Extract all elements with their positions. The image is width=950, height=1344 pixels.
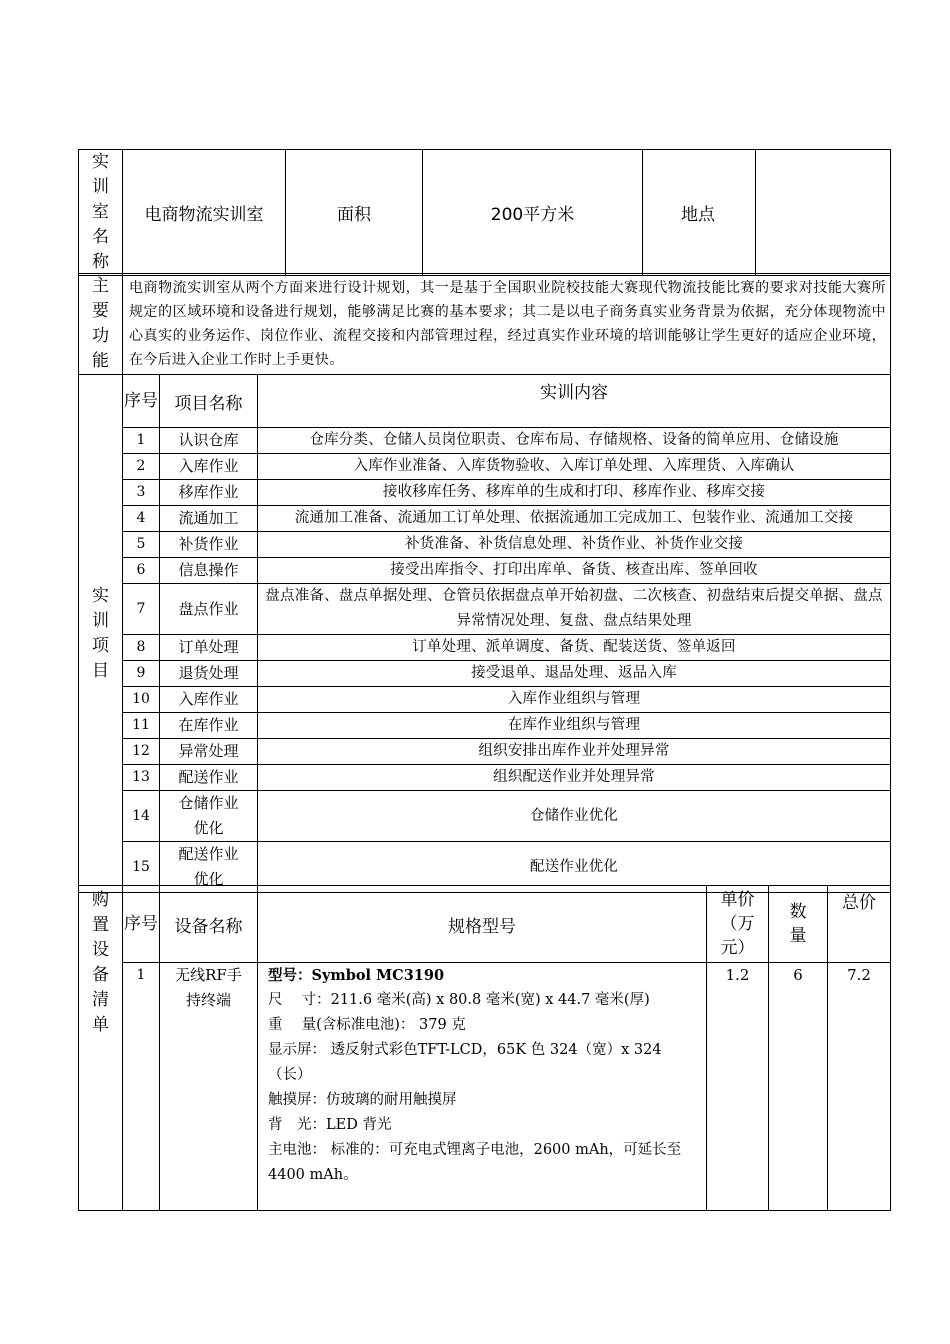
project-no: 8 — [123, 635, 160, 661]
function-table — [78, 273, 891, 375]
equipment-table — [78, 885, 891, 1211]
equipment-name: 无线RF手持终端 — [160, 963, 258, 1211]
eq-col-name-header: 设备名称 — [160, 886, 258, 963]
project-content: 接受退单、退品处理、返品入库 — [258, 661, 891, 687]
col-no-header: 序号 — [123, 375, 160, 428]
project-content: 在库作业组织与管理 — [258, 713, 891, 739]
spec-line: 主电池： 标准的：可充电式锂离子电池，2600 mAh，可延长至4400 mAh。 — [268, 1142, 682, 1183]
area-value: 200平方米 — [423, 150, 643, 276]
project-name: 补货作业 — [160, 532, 258, 558]
location-label: 地点 — [643, 150, 756, 276]
project-row — [79, 532, 891, 558]
equipment-label: 购置设备清单 — [79, 886, 123, 1211]
project-no: 11 — [123, 713, 160, 739]
project-name: 认识仓库 — [160, 428, 258, 454]
col-name-header: 项目名称 — [160, 375, 258, 428]
project-row — [79, 428, 891, 454]
project-row — [79, 713, 891, 739]
equipment-qty: 6 — [769, 963, 828, 1211]
equipment-spec — [258, 963, 707, 1211]
project-name: 配送作业 — [160, 765, 258, 791]
equipment-total: 7.2 — [828, 963, 891, 1211]
project-content: 入库作业组织与管理 — [258, 687, 891, 713]
project-content: 组织配送作业并处理异常 — [258, 765, 891, 791]
spec-line: 显示屏： 透反射式彩色TFT-LCD，65K 色 324（宽）x 324（长） — [268, 1042, 662, 1083]
project-name: 盘点作业 — [160, 584, 258, 635]
project-name: 入库作业 — [160, 454, 258, 480]
function-text: 电商物流实训室从两个方面来进行设计规划，其一是基于全国职业院校技能大赛现代物流技能比赛的要求对技能大赛所规定的区域环境和设备进行规划，能够满足比赛的基本要求；其二是以电子商务真实业务背景为依据，充分体现物流中心真实的业务运作、岗位作业、流程交接和内部管理过程，经过真实作业环境的培训能够让学生更好的适应企业环境，在今后进入企业工作时上手更快。 — [123, 274, 891, 375]
project-name: 退货处理 — [160, 661, 258, 687]
project-name: 在库作业 — [160, 713, 258, 739]
project-no: 9 — [123, 661, 160, 687]
projects-label: 实训项目 — [79, 375, 123, 893]
eq-col-spec-header: 规格型号 — [258, 886, 707, 963]
projects-table — [78, 374, 891, 893]
project-content: 入库作业准备、入库货物验收、入库订单处理、入库理货、入库确认 — [258, 454, 891, 480]
project-row — [79, 687, 891, 713]
project-content: 补货准备、补货信息处理、补货作业、补货作业交接 — [258, 532, 891, 558]
project-row — [79, 454, 891, 480]
area-label: 面积 — [286, 150, 423, 276]
project-row — [79, 558, 891, 584]
project-no: 6 — [123, 558, 160, 584]
project-content: 组织安排出库作业并处理异常 — [258, 739, 891, 765]
col-content-header: 实训内容 — [258, 375, 891, 428]
project-content: 配送作业优化 — [258, 842, 891, 893]
header-table — [78, 149, 891, 276]
project-row — [79, 506, 891, 532]
room-name-label: 实训室名称 — [79, 150, 123, 276]
project-row — [79, 480, 891, 506]
project-name: 入库作业 — [160, 687, 258, 713]
project-content: 接收移库任务、移库单的生成和打印、移库作业、移库交接 — [258, 480, 891, 506]
project-row — [79, 661, 891, 687]
spec-line: 背 光：LED 背光 — [268, 1117, 392, 1133]
eq-col-qty-header: 数量 — [769, 886, 828, 963]
spec-line: 触摸屏：仿玻璃的耐用触摸屏 — [268, 1092, 457, 1108]
project-name: 配送作业优化 — [160, 842, 258, 893]
project-name: 流通加工 — [160, 506, 258, 532]
project-name: 订单处理 — [160, 635, 258, 661]
project-content: 订单处理、派单调度、备货、配装送货、签单返回 — [258, 635, 891, 661]
project-row — [79, 584, 891, 635]
room-name-value: 电商物流实训室 — [123, 150, 286, 276]
equipment-no: 1 — [123, 963, 160, 1211]
eq-col-total-header: 总价 — [828, 886, 891, 963]
project-no: 4 — [123, 506, 160, 532]
project-content: 流通加工准备、流通加工订单处理、依据流通加工完成加工、包装作业、流通加工交接 — [258, 506, 891, 532]
project-no: 3 — [123, 480, 160, 506]
project-no: 10 — [123, 687, 160, 713]
project-no: 15 — [123, 842, 160, 893]
project-content: 仓储作业优化 — [258, 791, 891, 842]
project-no: 2 — [123, 454, 160, 480]
spec-line: 尺 寸：211.6 毫米(高) x 80.8 毫米(宽) x 44.7 毫米(厚) — [268, 992, 650, 1008]
project-no: 7 — [123, 584, 160, 635]
project-no: 5 — [123, 532, 160, 558]
project-no: 13 — [123, 765, 160, 791]
project-row — [79, 739, 891, 765]
project-name: 信息操作 — [160, 558, 258, 584]
eq-col-price-header: 单价（万元） — [707, 886, 769, 963]
project-name: 仓储作业优化 — [160, 791, 258, 842]
equipment-price: 1.2 — [707, 963, 769, 1211]
project-content: 盘点准备、盘点单据处理、仓管员依据盘点单开始初盘、二次核查、初盘结束后提交单据、盘点异常情况处理、复盘、盘点结果处理 — [258, 584, 891, 635]
project-row — [79, 791, 891, 842]
equipment-header-row — [79, 886, 891, 963]
project-no: 1 — [123, 428, 160, 454]
project-row — [79, 765, 891, 791]
location-value — [756, 150, 891, 276]
spec-line: 型号：Symbol MC3190 — [268, 967, 445, 984]
function-label: 主要功能 — [79, 274, 123, 375]
equipment-row — [79, 963, 891, 1211]
project-content: 仓库分类、仓储人员岗位职责、仓库布局、存储规格、设备的简单应用、仓储设施 — [258, 428, 891, 454]
eq-col-no-header: 序号 — [123, 886, 160, 963]
project-no: 12 — [123, 739, 160, 765]
project-no: 14 — [123, 791, 160, 842]
project-name: 移库作业 — [160, 480, 258, 506]
project-row — [79, 635, 891, 661]
spec-line: 重 量(含标准电池)： 379 克 — [268, 1017, 466, 1033]
projects-header-row — [79, 375, 891, 428]
project-name: 异常处理 — [160, 739, 258, 765]
project-content: 接受出库指令、打印出库单、备货、核查出库、签单回收 — [258, 558, 891, 584]
